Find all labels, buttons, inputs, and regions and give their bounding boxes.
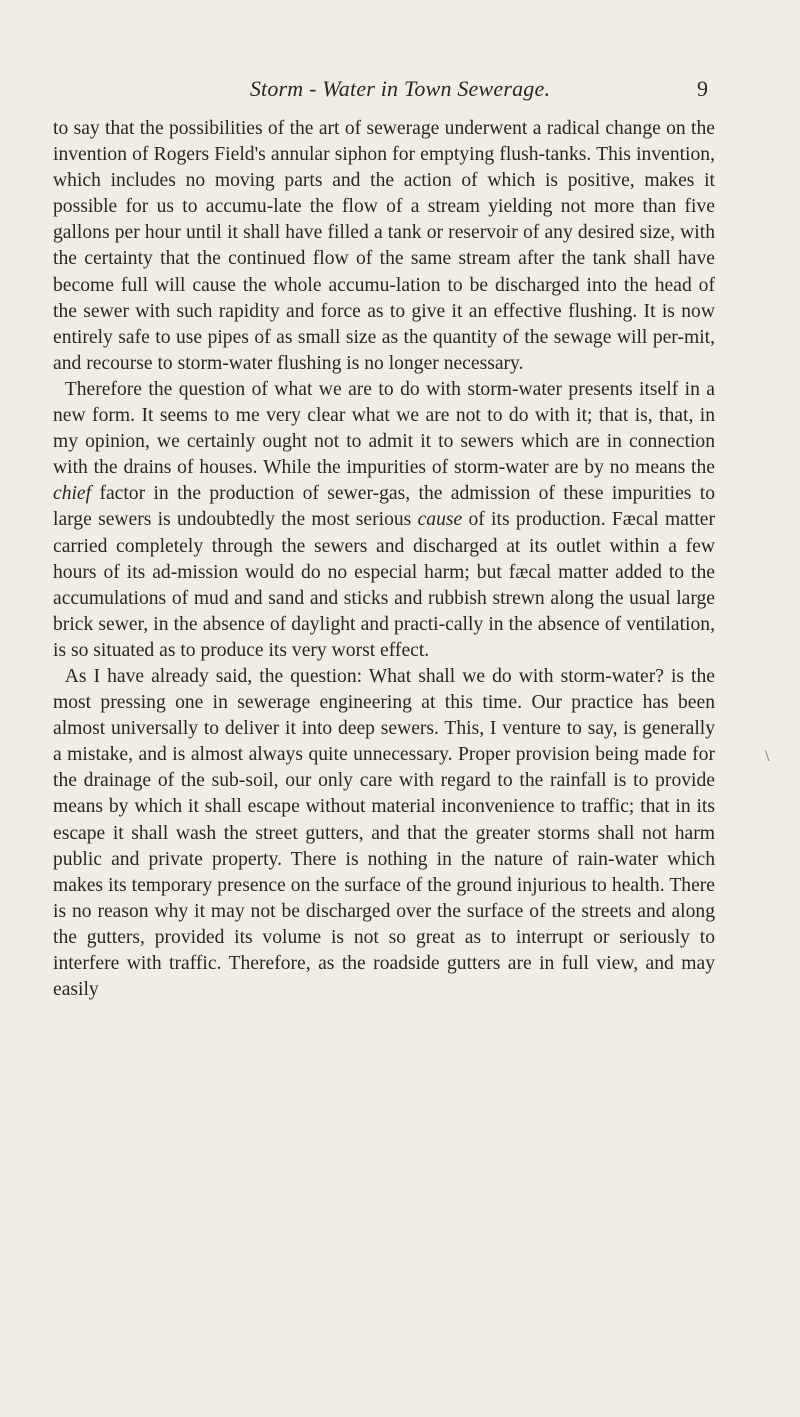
running-head: [0, 76, 800, 110]
page-number: 9: [697, 76, 708, 101]
paragraph-1: [53, 116, 715, 377]
running-title: Storm - Water in Town Sewerage.: [249, 76, 551, 101]
paragraph-2: [53, 377, 715, 664]
text-run: Therefore the question of what we are to do with storm-water presents itself in a new form. It seems to me very clear what we are not to do with it; that is, that, in my opinion, we certainly ought not to admit it to sewers which are in connection with the drains of houses. While the impurities of storm-water are by no means the: [53, 378, 715, 479]
margin-mark: \: [765, 748, 770, 765]
italic-run: cause: [417, 509, 463, 531]
italic-run: chief: [53, 483, 92, 505]
text-run: As I have already said, the question: What shall we do with storm-water? is the most pressing one in sewerage engineering at this time. Our practice has been almost universally to deliver it into deep sewers. This, I venture to say, is generally a mistake, and is almost always quite unnecessary. Proper provision being made for the drainage of the sub-soil, our only care with regard to the rainfall is to provide means by which it shall escape without material inconvenience to traffic; that in its escape it shall wash the street gutters, and that the greater storms shall not harm public and private property. There is nothing in the nature of rain-water which makes its temporary presence on the surface of the ground injurious to health. There is no reason why it may not be discharged over the surface of the streets and along the gutters, provided its volume is not so great as to interrupt or seriously to interfere with traffic. Therefore, as the roadside gutters are in full view, and may easily: [53, 665, 715, 1001]
body-text: [53, 116, 715, 1003]
text-run: to say that the possibilities of the art of sewerage underwent a radical change on the invention of Rogers Field's annular siphon for emptying flush-tanks. This invention, which includes no moving parts and the action of which is positive, makes it possible for us to accumu-late the flow of a stream yielding not more than five gallons per hour until it shall have filled a tank or reservoir of any desired size, with the certainty that the continued flow of the same stream after the tank shall have become full will cause the whole accumu-lation to be discharged into the head of the sewer with such rapidity and force as to give it an effective flushing. It is now entirely safe to use pipes of as small size as the quantity of the sewage will per-mit, and recourse to storm-water flushing is no longer necessary.: [53, 118, 715, 374]
text-run: factor in the production of sewer-gas, the admission of these impurities to large sewers is undoubtedly the most serious: [53, 483, 715, 531]
paragraph-3: [53, 664, 715, 1003]
text-run: of its production. Fæcal matter carried completely through the sewers and discharged at its outlet within a few hours of its ad-mission would do no especial harm; but fæcal matter added to the accumulations of mud and sand and sticks and rubbish strewn along the usual large brick sewer, in the absence of daylight and practi-cally in the absence of ventilation, is so situated as to produce its very worst effect.: [53, 509, 716, 661]
